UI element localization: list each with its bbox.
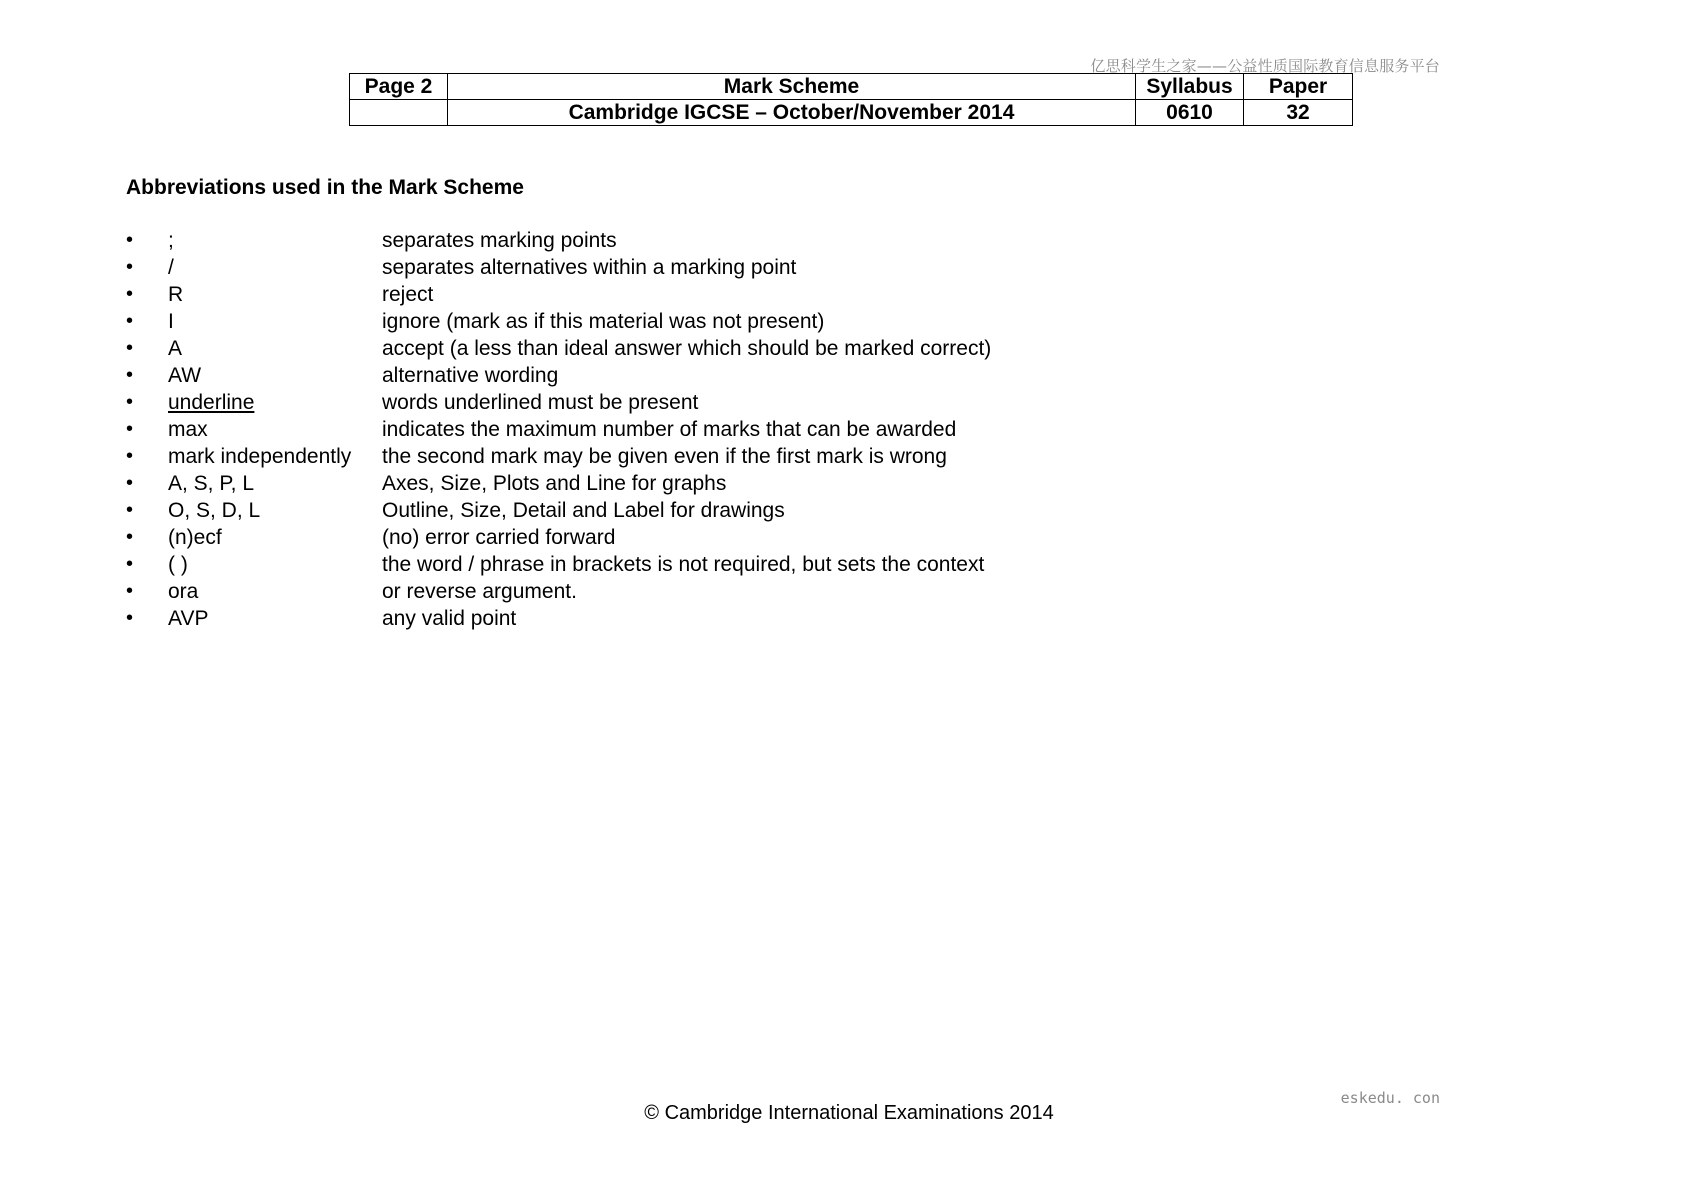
abbreviation-description: (no) error carried forward [382, 526, 616, 549]
abbreviation-description: separates marking points [382, 229, 617, 252]
list-item [126, 362, 991, 389]
abbreviation-term: R [168, 283, 184, 306]
header-row-1 [350, 74, 1353, 100]
bullet: • [126, 391, 134, 413]
abbreviation-term: O, S, D, L [168, 499, 261, 522]
abbreviation-term: ora [168, 580, 199, 603]
list-item [126, 416, 991, 443]
header-table [349, 73, 1353, 126]
section-heading: Abbreviations used in the Mark Scheme [126, 176, 524, 199]
bullet: • [126, 229, 134, 251]
bullet: • [126, 553, 134, 575]
abbreviation-description: words underlined must be present [382, 391, 699, 414]
bullet: • [126, 499, 134, 521]
list-item [126, 254, 991, 281]
abbreviation-description: reject [382, 283, 434, 306]
abbreviation-list [126, 227, 991, 632]
list-item [126, 605, 991, 632]
bullet: • [126, 337, 134, 359]
syllabus-value: 0610 [1136, 100, 1244, 126]
abbreviation-term: ; [168, 229, 174, 252]
paper-label: Paper [1244, 74, 1353, 100]
abbreviation-term: ( ) [168, 553, 188, 576]
abbreviation-term: AW [168, 364, 202, 387]
abbreviation-term: max [168, 418, 208, 441]
list-item [126, 524, 991, 551]
abbreviation-description: Axes, Size, Plots and Line for graphs [382, 472, 727, 495]
list-item [126, 389, 991, 416]
bullet: • [126, 418, 134, 440]
watermark-top: 亿思科学生之家——公益性质国际教育信息服务平台 [1090, 57, 1440, 75]
list-item [126, 335, 991, 362]
bullet: • [126, 472, 134, 494]
empty-cell [350, 100, 448, 126]
abbreviation-term: underline [168, 391, 255, 414]
list-item [126, 497, 991, 524]
abbreviation-description: alternative wording [382, 364, 559, 387]
bullet: • [126, 256, 134, 278]
list-item [126, 470, 991, 497]
bullet: • [126, 445, 134, 467]
abbreviation-term: I [168, 310, 174, 333]
list-item [126, 578, 991, 605]
abbreviation-description: or reverse argument. [382, 580, 577, 603]
abbreviation-description: indicates the maximum number of marks that can be awarded [382, 418, 957, 441]
abbreviation-description: any valid point [382, 607, 517, 630]
bullet: • [126, 607, 134, 629]
abbreviation-description: the word / phrase in brackets is not required, but sets the context [382, 553, 985, 576]
document-title: Mark Scheme [448, 74, 1136, 100]
header-row-2 [350, 100, 1353, 126]
abbreviation-description: separates alternatives within a marking point [382, 256, 797, 279]
document-subtitle: Cambridge IGCSE – October/November 2014 [448, 100, 1136, 126]
bullet: • [126, 580, 134, 602]
paper-value: 32 [1244, 100, 1353, 126]
abbreviation-term: A [168, 337, 183, 360]
abbreviation-term: AVP [168, 607, 209, 630]
abbreviation-description: Outline, Size, Detail and Label for drawings [382, 499, 785, 522]
page-number: Page 2 [350, 74, 448, 100]
abbreviation-term: (n)ecf [168, 526, 222, 549]
abbreviation-description: the second mark may be given even if the first mark is wrong [382, 445, 947, 468]
abbreviation-term: / [168, 256, 174, 279]
list-item [126, 308, 991, 335]
syllabus-label: Syllabus [1136, 74, 1244, 100]
list-item [126, 281, 991, 308]
copyright-footer: © Cambridge International Examinations 2014 [644, 1102, 1054, 1124]
abbreviation-description: accept (a less than ideal answer which should be marked correct) [382, 337, 992, 360]
watermark-bottom: eskedu. con [1340, 1089, 1440, 1107]
bullet: • [126, 310, 134, 332]
bullet: • [126, 364, 134, 386]
abbreviation-term: mark independently [168, 445, 352, 468]
list-item [126, 227, 991, 254]
bullet: • [126, 283, 134, 305]
abbreviation-term: A, S, P, L [168, 472, 254, 495]
bullet: • [126, 526, 134, 548]
list-item [126, 551, 991, 578]
list-item [126, 443, 991, 470]
abbreviation-description: ignore (mark as if this material was not present) [382, 310, 825, 333]
